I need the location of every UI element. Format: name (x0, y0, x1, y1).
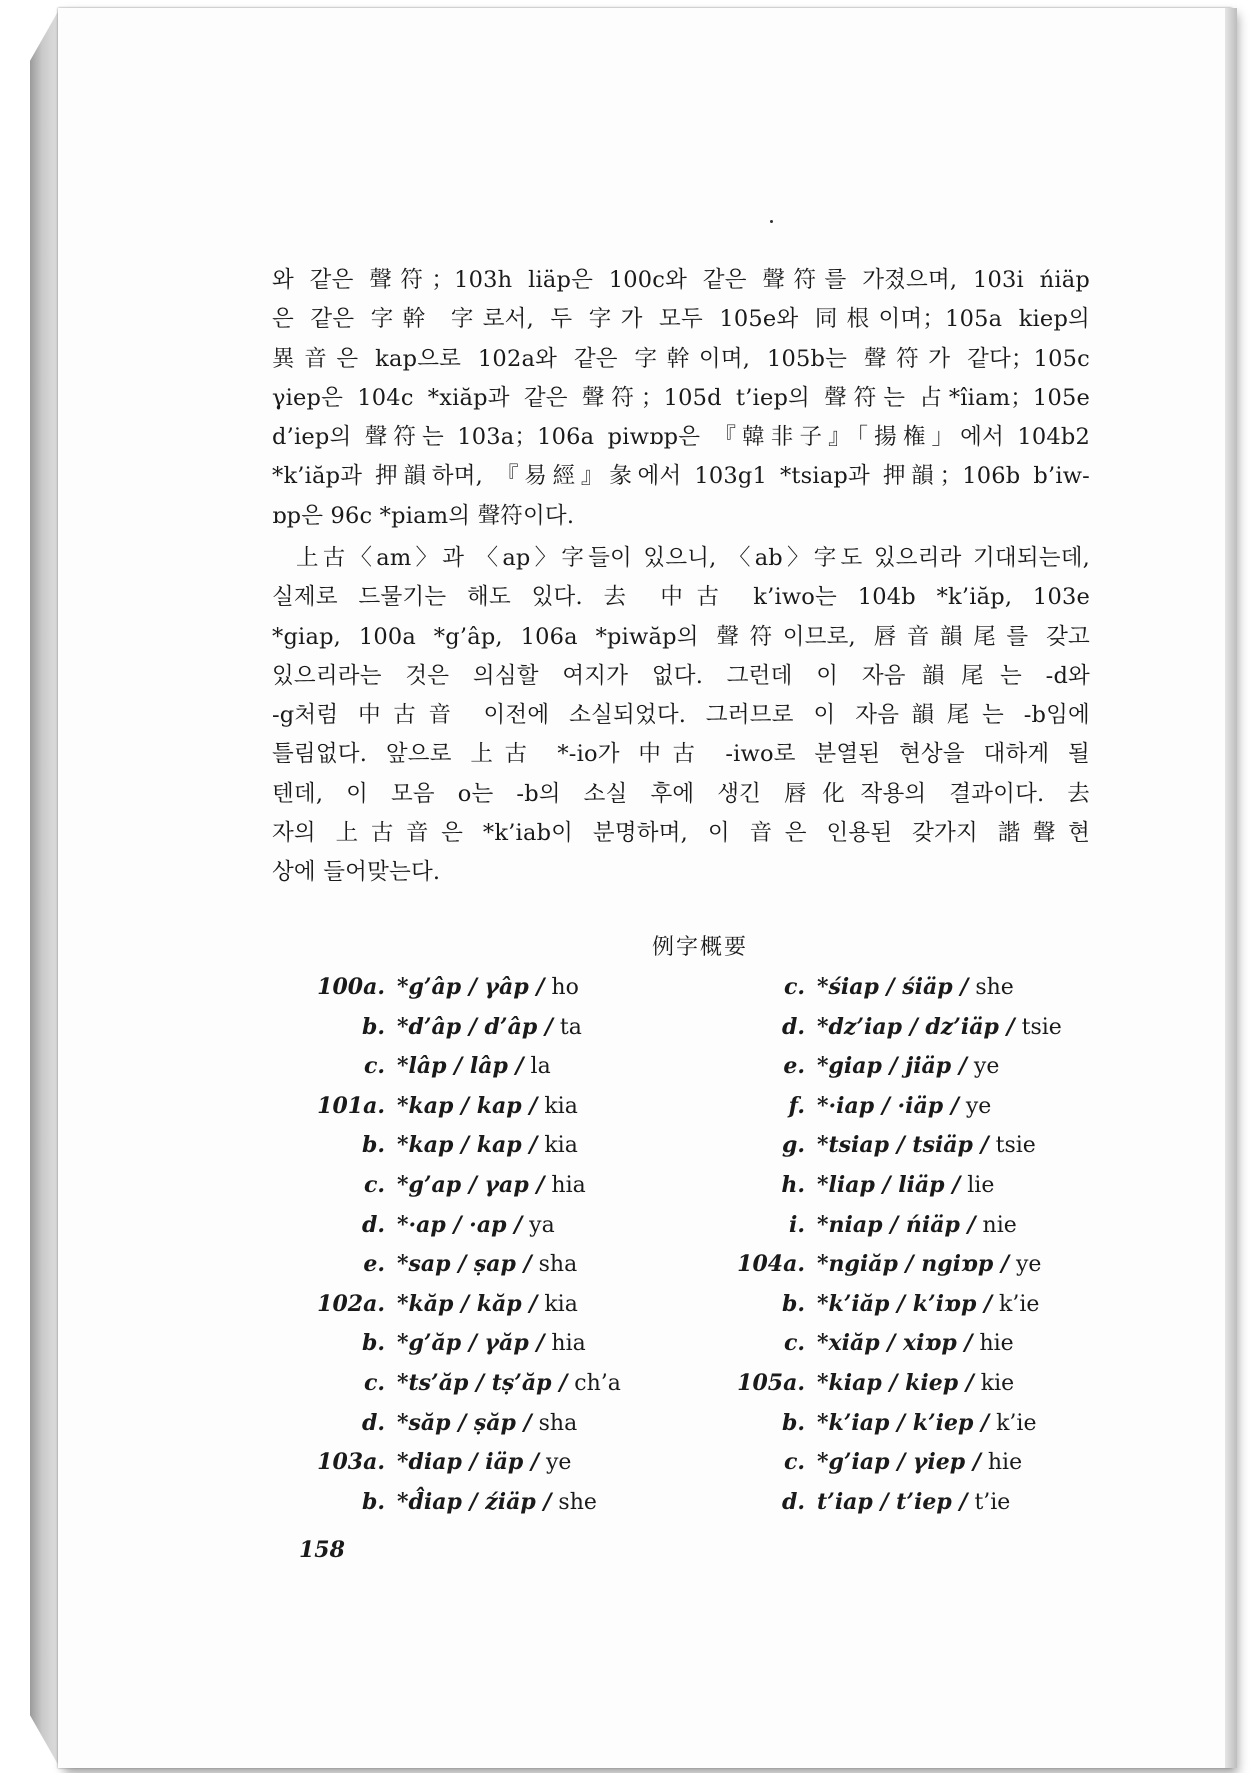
example-row (715, 1047, 1062, 1087)
example-reading: *d’âp / d’âp / (397, 1013, 553, 1040)
example-row (295, 1285, 621, 1325)
example-reading: *kiap / kiep / (817, 1369, 974, 1396)
example-mandarin: ye (965, 1093, 992, 1119)
example-number: 101a. (317, 1092, 385, 1119)
book-spine (30, 8, 60, 1768)
example-list-left (295, 968, 621, 1522)
paragraph-2 (272, 539, 1090, 893)
example-number: 100a. (317, 974, 385, 1000)
example-mandarin: ta (559, 1014, 582, 1040)
example-mandarin: kie (980, 1370, 1015, 1396)
example-reading: *niap / ńiäp / (817, 1211, 976, 1238)
paragraph-1 (272, 261, 1090, 536)
example-mandarin: ye (545, 1450, 572, 1476)
example-number: i. (788, 1211, 805, 1238)
example-mandarin: kia (544, 1133, 578, 1159)
example-row (715, 1008, 1062, 1048)
example-row (295, 1364, 621, 1404)
text-line: 와 같은 聲符；103h liäp은 100c와 같은 聲符를 가졌으며, 103i ńiäp (272, 267, 1090, 293)
example-row (295, 1324, 621, 1364)
example-mandarin: lie (967, 1172, 995, 1198)
example-number: b. (361, 1330, 385, 1357)
text-line: *k’iăp과 押韻하며, 『易經』彖에서 103g1 *tsiap과 押韻；106b b’iw- (272, 463, 1090, 490)
section-heading: 例字概要 (651, 935, 748, 960)
example-row (295, 1087, 621, 1127)
text-line: 상에 들어맞는다. (272, 859, 441, 886)
example-mandarin: hie (979, 1331, 1014, 1357)
example-reading: *g’âp / γâp / (397, 974, 545, 1000)
example-number: b. (781, 1290, 805, 1317)
example-row (715, 1087, 1062, 1127)
example-number: f. (788, 1092, 805, 1119)
example-number: c. (363, 1171, 385, 1198)
example-reading: *dz’iap / dz’iäp / (817, 1013, 1015, 1040)
example-reading: *śiap / śiäp / (817, 974, 969, 1000)
example-row (295, 1443, 621, 1483)
example-row (295, 1245, 621, 1285)
example-reading: *giap / jiäp / (817, 1053, 967, 1080)
example-list-right (715, 968, 1062, 1522)
example-row (295, 1047, 621, 1087)
text-line: 은 같은 字幹 字로서, 두 字가 모두 105e와 同根이며；105a kiep의 (272, 306, 1090, 333)
example-reading: *liap / liäp / (817, 1171, 961, 1198)
example-number: 105a. (737, 1369, 805, 1396)
example-number: 104a. (737, 1251, 805, 1278)
text-line: 上古〈am〉과 〈ap〉字들이 있으니, 〈ab〉字도 있으리라 기대되는데, (296, 545, 1090, 571)
example-reading: *săp / ṣăp / (397, 1409, 532, 1436)
page-number: 158 (299, 1537, 345, 1563)
example-mandarin: sha (538, 1252, 578, 1278)
example-mandarin: hia (551, 1172, 586, 1198)
text-line: -g처럼 中古音 이전에 소실되었다. 그러므로 이 자음韻尾는 -b임에 (272, 702, 1090, 729)
example-number: d. (781, 1013, 805, 1040)
example-number: c. (783, 1330, 805, 1357)
text-line: d’iep의 聲符는 103a；106a piwɒp은 『韓非子』「揚権」에서 104b2 (272, 424, 1090, 451)
example-reading: *·ap / ·ap / (397, 1211, 523, 1238)
example-row (715, 1324, 1062, 1364)
example-mandarin: kia (544, 1093, 578, 1119)
example-row (295, 1126, 621, 1166)
example-row (715, 1483, 1062, 1523)
example-mandarin: kia (544, 1291, 578, 1317)
example-number: d. (361, 1211, 385, 1238)
example-reading: *k’iap / k’iep / (817, 1409, 990, 1436)
example-mandarin: ye (1015, 1252, 1042, 1278)
example-number: e. (783, 1053, 805, 1080)
example-row (715, 1166, 1062, 1206)
example-reading: *sap / ṣap / (397, 1251, 532, 1278)
example-reading: *·iap / ·iäp / (817, 1092, 959, 1119)
example-number: g. (781, 1132, 805, 1159)
example-mandarin: she (975, 975, 1014, 1000)
example-row (295, 968, 621, 1008)
text-line: ɒp은 96c *piam의 聲符이다. (272, 502, 575, 529)
print-speck (770, 220, 773, 223)
example-row (295, 1008, 621, 1048)
example-mandarin: nie (982, 1212, 1017, 1238)
example-reading: *k’iăp / k’iɒp / (817, 1290, 993, 1317)
example-reading: *kap / kap / (397, 1132, 538, 1159)
example-mandarin: sha (538, 1410, 578, 1436)
example-mandarin: ho (551, 975, 579, 1000)
example-number: b. (361, 1013, 385, 1040)
example-row (715, 1443, 1062, 1483)
example-number: 103a. (317, 1449, 385, 1476)
example-number: c. (363, 1053, 385, 1080)
text-line: *giap, 100a *g’âp, 106a *piwăp의 聲符이므로, 唇音韻尾를 갖고 (272, 623, 1090, 650)
example-number: h. (781, 1171, 805, 1198)
example-row (715, 1285, 1062, 1325)
text-line: 실제로 드물기는 해도 있다. 去 中古 k’iwo는 104b *k’iăp, 103e (272, 584, 1090, 611)
example-reading: *ts’ăp / tṣ’ăp / (397, 1369, 568, 1396)
example-reading: *d̂iap / źiäp / (397, 1488, 552, 1515)
example-mandarin: tsie (995, 1133, 1036, 1159)
example-number: b. (361, 1488, 385, 1515)
example-number: c. (783, 974, 805, 1000)
example-reading: *lâp / lâp / (397, 1053, 524, 1080)
example-reading: *tsiap / tsiäp / (817, 1132, 989, 1159)
example-mandarin: she (558, 1489, 597, 1515)
example-number: b. (781, 1409, 805, 1436)
example-row (295, 1404, 621, 1444)
example-mandarin: k’ie (999, 1291, 1040, 1317)
example-row (715, 1364, 1062, 1404)
example-reading: *ngiăp / ngiɒp / (817, 1251, 1009, 1278)
example-reading: *g’iap / γiep / (817, 1449, 981, 1476)
example-reading: *xiăp / xiɒp / (817, 1330, 973, 1357)
example-mandarin: ch’a (574, 1370, 621, 1396)
example-mandarin: tsie (1021, 1014, 1062, 1040)
text-line: 있으리라는 것은 의심할 여지가 없다. 그런데 이 자음韻尾는 -d와 (272, 662, 1090, 689)
example-row (295, 1483, 621, 1523)
example-number: c. (783, 1449, 805, 1476)
example-number: c. (363, 1369, 385, 1396)
example-number: d. (361, 1409, 385, 1436)
example-mandarin: hie (987, 1450, 1023, 1476)
example-row (295, 1206, 621, 1246)
example-number: b. (361, 1132, 385, 1159)
example-mandarin: hia (551, 1331, 586, 1357)
example-row (295, 1166, 621, 1206)
example-mandarin: la (530, 1054, 551, 1080)
example-mandarin: k’ie (996, 1410, 1037, 1436)
text-line: γiep은 104c *xiăp과 같은 聲符；105d t’iep의 聲符는 占*îiam；105e (272, 384, 1090, 411)
example-row (715, 1245, 1062, 1285)
page-edge (1225, 8, 1237, 1768)
example-reading: *g’ăp / γăp / (397, 1330, 545, 1357)
example-row (715, 1206, 1062, 1246)
example-number: 102a. (317, 1290, 385, 1317)
text-line: 異音은 kap으로 102a와 같은 字幹이며, 105b는 聲符가 같다；105c (272, 345, 1090, 372)
example-mandarin: ya (529, 1212, 555, 1238)
example-reading: t’iap / t’iep / (817, 1488, 968, 1515)
example-number: d. (781, 1488, 805, 1515)
example-reading: *kăp / kăp / (397, 1290, 538, 1317)
example-mandarin: t’ie (974, 1489, 1011, 1515)
text-line: 틀림없다. 앞으로 上古 *-io가 中古 -iwo로 분열된 현상을 대하게 될 (272, 741, 1090, 768)
example-row (715, 968, 1062, 1008)
text-line: 자의 上古音은 *k’iab이 분명하며, 이 音은 인용된 갖가지 諧聲현 (272, 820, 1090, 847)
text-line: 텐데, 이 모음 o는 -b의 소실 후에 생긴 唇化작용의 결과이다. 去 (272, 780, 1090, 807)
example-number: e. (363, 1251, 385, 1278)
example-reading: *kap / kap / (397, 1092, 538, 1119)
example-mandarin: ye (973, 1054, 1000, 1080)
example-reading: *g’ap / γap / (397, 1171, 545, 1198)
example-row (715, 1126, 1062, 1166)
example-row (715, 1404, 1062, 1444)
example-reading: *diap / iäp / (397, 1449, 539, 1476)
